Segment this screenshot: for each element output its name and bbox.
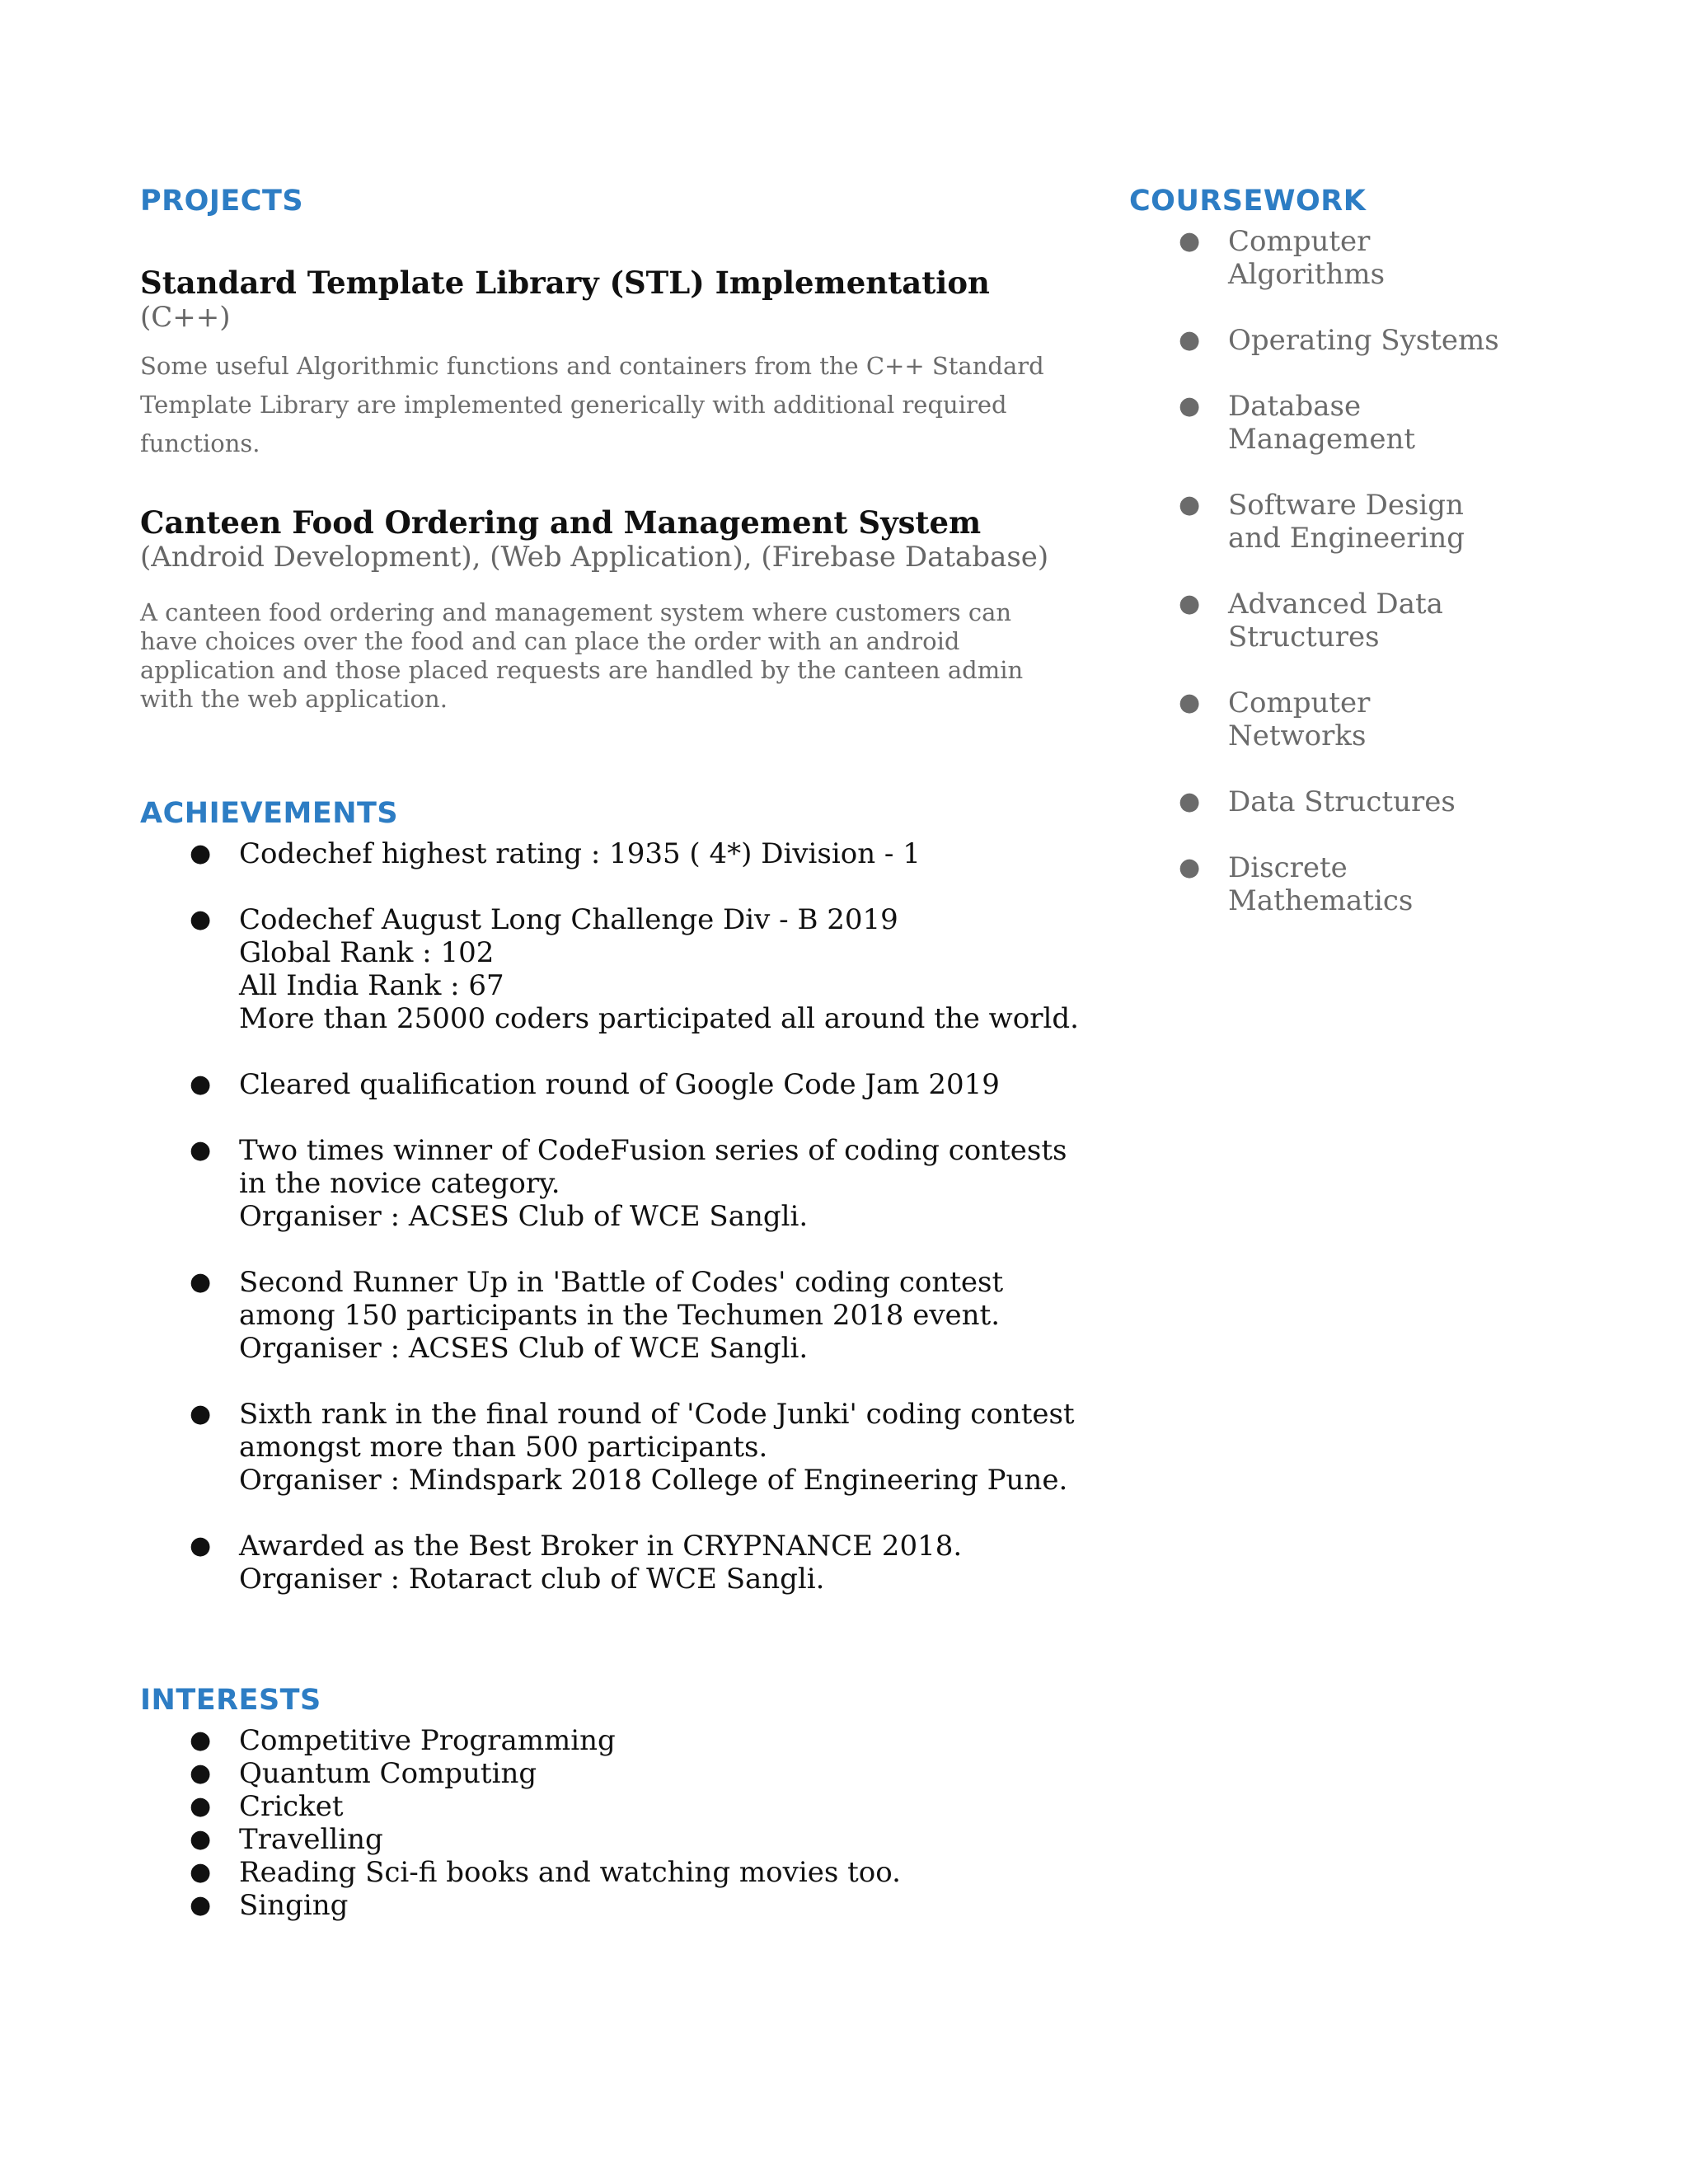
bullet-icon: ● [1179, 787, 1201, 816]
list-item [140, 1790, 1063, 1823]
list-item [140, 903, 1079, 1035]
coursework-section [1129, 177, 1591, 917]
course-line: Operating Systems [1228, 324, 1499, 357]
list-item [140, 1889, 1063, 1922]
achievements-list [140, 837, 1079, 1596]
course-line: Advanced Data [1228, 588, 1443, 621]
interest-label: Quantum Computing [239, 1757, 537, 1790]
projects-heading: PROJECTS [140, 185, 304, 218]
list-item [140, 1530, 1063, 1596]
project-description: A canteen food ordering and management system where customers can have choices over the food and can place the order with an android application and those placed requests are handled by the canteen admin with the web application. [140, 598, 1024, 713]
achievement-line: amongst more than 500 participants. [239, 1431, 768, 1464]
achievement-line: Sixth rank in the final round of 'Code Junki' coding contest [239, 1398, 1075, 1431]
course-line: Computer [1228, 225, 1371, 258]
achievement-line: Two times winner of CodeFusion series of coding contests [239, 1134, 1067, 1167]
list-item [1129, 489, 1591, 555]
bullet-icon: ● [190, 1070, 212, 1099]
list-item [1129, 687, 1591, 752]
list-item [1129, 324, 1591, 357]
interests-list [140, 1724, 1063, 1922]
bullet-icon: ● [1179, 490, 1201, 519]
list-item [1129, 851, 1591, 917]
bullet-icon: ● [190, 1268, 212, 1296]
right-column [1129, 177, 1591, 950]
left-column [140, 177, 1079, 1922]
bullet-icon: ● [190, 1531, 212, 1560]
project-item [140, 265, 1063, 463]
bullet-icon: ● [1179, 227, 1201, 255]
course-line: and Engineering [1228, 522, 1465, 555]
achievement-line: Organiser : ACSES Club of WCE Sangli. [239, 1332, 809, 1365]
bullet-icon: ● [190, 839, 212, 868]
list-item [1129, 588, 1591, 654]
interest-label: Travelling [239, 1823, 383, 1856]
coursework-heading: COURSEWORK [1129, 185, 1367, 218]
project-title: Standard Template Library (STL) Implementation [140, 265, 990, 301]
interest-label: Reading Sci-fi books and watching movies too. [239, 1856, 901, 1889]
achievement-line: Awarded as the Best Broker in CRYPNANCE 2018. [239, 1530, 963, 1563]
list-item [1129, 390, 1591, 456]
list-item [140, 1266, 1063, 1365]
list-item [140, 1398, 1075, 1497]
course-line: Management [1228, 423, 1416, 456]
course-line: Software Design [1228, 489, 1464, 522]
course-line: Data Structures [1228, 785, 1456, 818]
achievement-line: Organiser : Mindspark 2018 College of Engineering Pune. [239, 1464, 1068, 1497]
list-item [140, 1724, 1063, 1757]
bullet-icon: ● [190, 1399, 212, 1428]
bullet-icon: ● [190, 1825, 212, 1854]
course-line: Algorithms [1228, 258, 1386, 291]
achievement-line: Global Rank : 102 [239, 936, 495, 969]
course-line: Computer [1228, 687, 1371, 719]
list-item [140, 1068, 1063, 1101]
list-item [140, 1823, 1063, 1856]
bullet-icon: ● [190, 1891, 212, 1919]
achievement-line: Cleared qualification round of Google Code Jam 2019 [239, 1068, 1000, 1101]
achievement-line: in the novice category. [239, 1167, 560, 1200]
bullet-icon: ● [1179, 853, 1201, 882]
achievement-line: Organiser : Rotaract club of WCE Sangli. [239, 1563, 825, 1596]
list-item [1129, 225, 1591, 291]
bullet-icon: ● [190, 905, 212, 934]
interests-section [140, 1676, 1063, 1922]
achievements-heading: ACHIEVEMENTS [140, 797, 399, 830]
course-line: Networks [1228, 719, 1367, 752]
achievement-line: Second Runner Up in 'Battle of Codes' coding contest [239, 1266, 1004, 1299]
coursework-list [1129, 225, 1591, 917]
list-item [140, 1757, 1063, 1790]
achievement-line: Codechef August Long Challenge Div - B 2019 [239, 903, 898, 936]
bullet-icon: ● [190, 1726, 212, 1755]
list-item [140, 837, 1063, 870]
course-line: Structures [1228, 621, 1380, 654]
achievements-section [140, 790, 1079, 1596]
bullet-icon: ● [1179, 589, 1201, 618]
interest-label: Competitive Programming [239, 1724, 616, 1757]
achievement-line: More than 25000 coders participated all around the world. [239, 1002, 1079, 1035]
course-line: Database [1228, 390, 1362, 423]
bullet-icon: ● [1179, 391, 1201, 420]
bullet-icon: ● [190, 1136, 212, 1165]
project-tech: (Android Development), (Web Application), (Firebase Database) [140, 541, 1049, 574]
achievement-line: Codechef highest rating : 1935 ( 4*) Division - 1 [239, 837, 921, 870]
course-line: Discrete [1228, 851, 1348, 884]
achievement-line: among 150 participants in the Techumen 2018 event. [239, 1299, 1001, 1332]
project-tech: (C++) [140, 301, 231, 334]
bullet-icon: ● [1179, 688, 1201, 717]
project-item [140, 504, 1063, 714]
interests-heading: INTERESTS [140, 1684, 321, 1717]
project-title: Canteen Food Ordering and Management System [140, 504, 982, 541]
list-item [140, 1856, 1063, 1889]
course-line: Mathematics [1228, 884, 1414, 917]
interest-label: Singing [239, 1889, 349, 1922]
projects-section [140, 177, 1063, 714]
interest-label: Cricket [239, 1790, 344, 1823]
bullet-icon: ● [190, 1792, 212, 1821]
bullet-icon: ● [190, 1759, 212, 1788]
project-description: Some useful Algorithmic functions and containers from the C++ Standard Template Library are implemented generically with additional required functions. [140, 352, 1044, 457]
achievement-line: Organiser : ACSES Club of WCE Sangli. [239, 1200, 809, 1233]
bullet-icon: ● [1179, 326, 1201, 354]
list-item [140, 1134, 1067, 1233]
achievement-line: All India Rank : 67 [239, 969, 504, 1002]
list-item [1129, 785, 1591, 818]
bullet-icon: ● [190, 1858, 212, 1886]
